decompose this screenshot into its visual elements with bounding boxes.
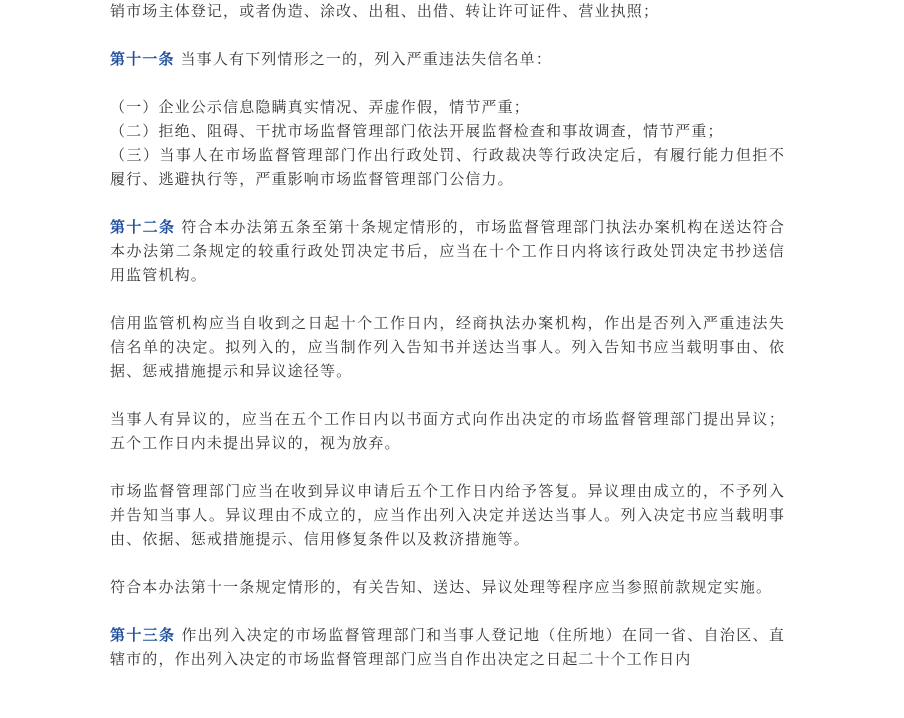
paragraph-text: 信用监管机构应当自收到之日起十个工作日内，经商执法办案机构，作出是否列入严重违法失信名单的决定。拟列入的，应当制作列入告知书并送达当事人。列入告知书应当载明事由、依据、惩戒措施提示和异议途径等。	[110, 314, 785, 380]
paragraph-continuation	[110, 0, 785, 23]
article-body	[110, 0, 785, 671]
article-12-paragraph-3	[110, 407, 785, 455]
article-12-paragraph	[110, 215, 785, 287]
paragraph-text: 销市场主体登记，或者伪造、涂改、出租、出借、转让许可证件、营业执照；	[110, 2, 660, 20]
article-12-paragraph-5	[110, 575, 785, 599]
article-12-paragraph-4	[110, 479, 785, 551]
article-12-text: 符合本办法第五条至第十条规定情形的，市场监督管理部门执法办案机构在送达符合本办法第二条规定的较重行政处罚决定书后，应当在十个工作日内将该行政处罚决定书抄送信用监管机构。	[110, 218, 785, 284]
list-item-1: （一）企业公示信息隐瞒真实情况、弄虚作假，情节严重；	[110, 98, 530, 116]
article-13-paragraph	[110, 623, 785, 671]
paragraph-text: 当事人有异议的，应当在五个工作日内以书面方式向作出决定的市场监督管理部门提出异议；五个工作日内未提出异议的，视为放弃。	[110, 410, 785, 452]
article-11-intro-text: 当事人有下列情形之一的，列入严重违法失信名单：	[174, 50, 552, 68]
article-11-items	[110, 95, 785, 191]
list-item-2: （二）拒绝、阻碍、干扰市场监督管理部门依法开展监督检查和事故调查，情节严重；	[110, 122, 724, 140]
paragraph-text: 符合本办法第十一条规定情形的，有关告知、送达、异议处理等程序应当参照前款规定实施。	[110, 578, 773, 596]
article-11-heading: 第十一条	[110, 50, 175, 68]
article-13-text: 作出列入决定的市场监督管理部门和当事人登记地（住所地）在同一省、自治区、直辖市的，作出列入决定的市场监督管理部门应当自作出决定之日起二十个工作日内	[110, 626, 785, 668]
article-12-heading: 第十二条	[110, 218, 176, 236]
article-12-paragraph-2	[110, 311, 785, 383]
article-11-intro	[110, 47, 785, 71]
article-13-heading: 第十三条	[110, 626, 176, 644]
paragraph-text: 市场监督管理部门应当在收到异议申请后五个工作日内给予答复。异议理由成立的，不予列入并告知当事人。异议理由不成立的，应当作出列入决定并送达当事人。列入决定书应当载明事由、依据、惩戒措施提示、信用修复条件以及救济措施等。	[110, 482, 785, 548]
list-item-3: （三）当事人在市场监督管理部门作出行政处罚、行政裁决等行政决定后，有履行能力但拒不履行、逃避执行等，严重影响市场监督管理部门公信力。	[110, 146, 785, 188]
